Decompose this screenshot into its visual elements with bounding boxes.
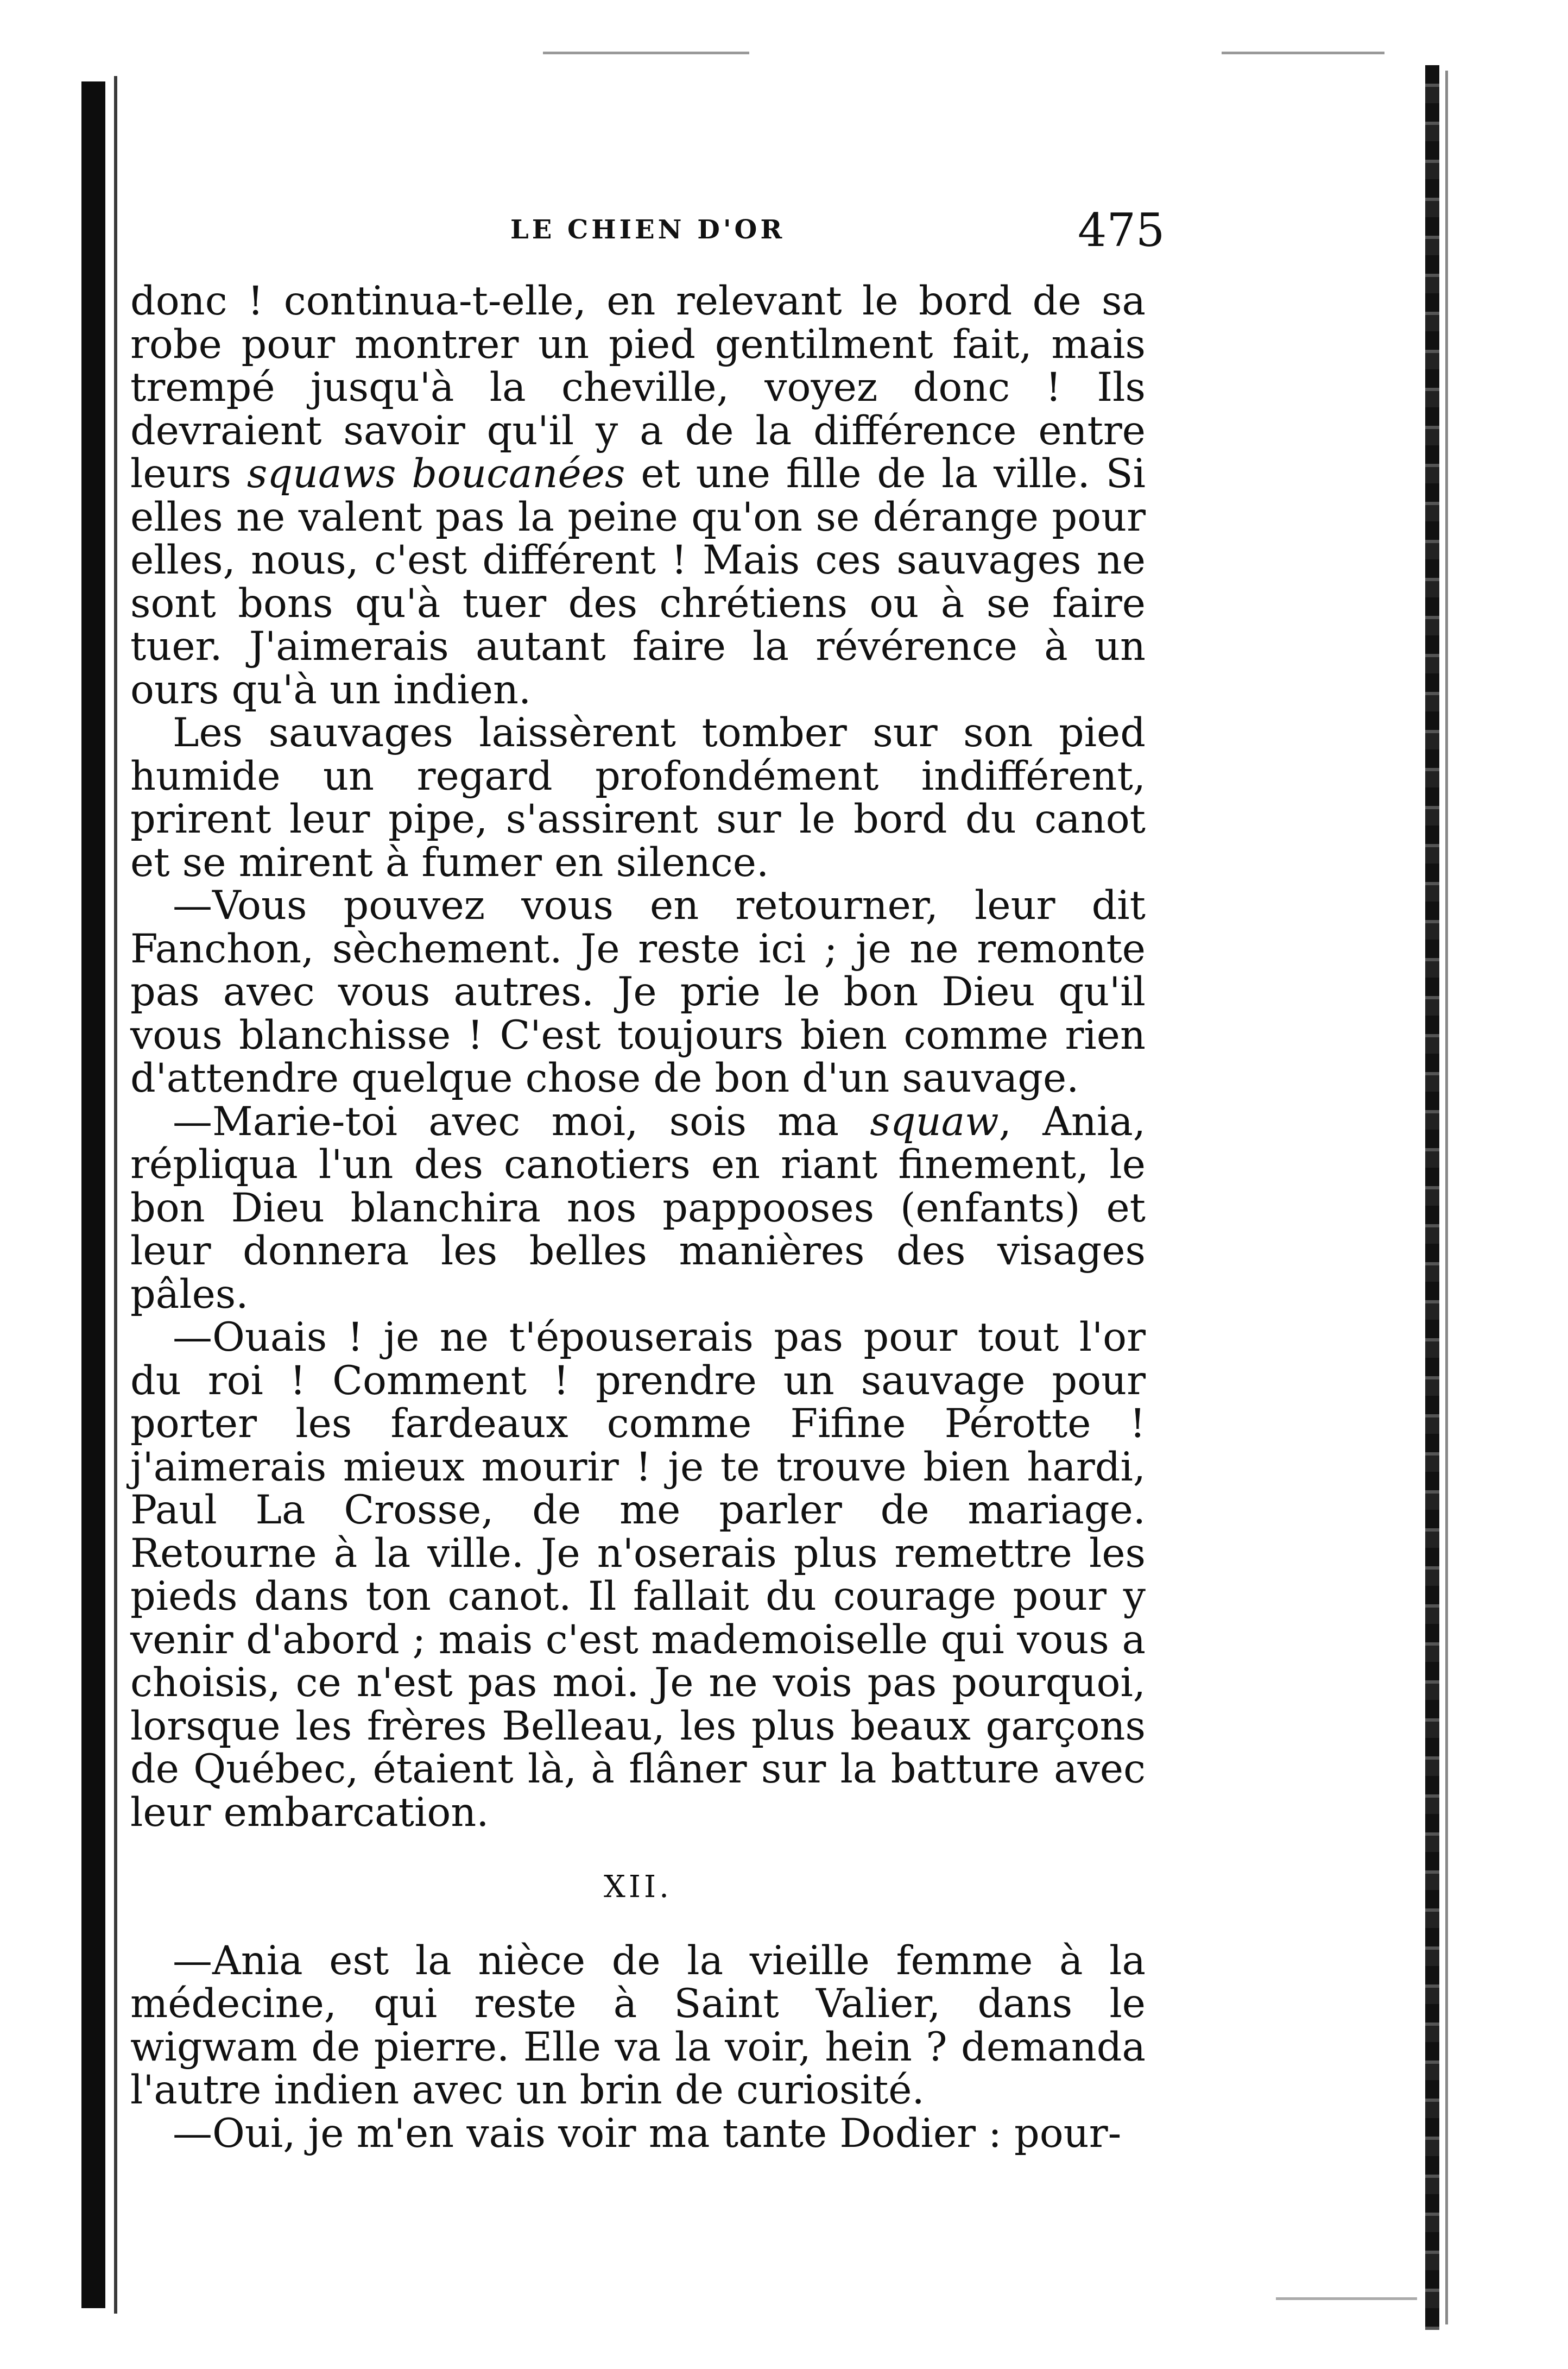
paragraph: —Ania est la nièce de la vieille femme à la médecine, qui reste à Saint Valier, dans le wigwam de pierre. Elle va la voir, hein ? demanda l'autre indien avec un brin de curiosité. (130, 1937, 1146, 2113)
page-edge-right (1425, 65, 1439, 2330)
page-number: 475 (1078, 204, 1165, 257)
binding-shadow (81, 81, 105, 2308)
scan-artifact (543, 52, 749, 54)
scan-artifact (1276, 2297, 1417, 2300)
paragraph: donc ! continua-t-elle, en relevant le bord de sa robe pour montrer un pied gentilment fait, mais trempé jusqu'à la cheville, voyez donc ! Ils devraient savoir qu'il y a de la différence entre leurs squaws boucanées et une fille de la ville. Si elles ne valent pas la peine qu'on se dérange pour elles, nous, c'est différent ! Mais ces sauvages ne sont bons qu'à tuer des chrétiens ou à se faire tuer. J'aimerais autant faire la révérence à un ours qu'à un indien. (130, 278, 1146, 713)
running-title: LE CHIEN D'OR (510, 215, 786, 245)
binding-line (114, 76, 117, 2314)
paragraph: Les sauvages laissèrent tomber sur son pied humide un regard profondément indifférent, prirent leur pipe, s'assirent sur le bord du canot et se mirent à fumer en silence. (130, 710, 1146, 886)
body-text (130, 280, 1146, 2155)
page-edge-line (1445, 71, 1448, 2324)
section-heading: XII. (604, 1869, 672, 1905)
paragraph: —Marie-toi avec moi, sois ma squaw, Ania, répliqua l'un des canotiers en riant finement, le bon Dieu blanchira nos pappooses (enfants) et leur donnera les belles manières des visages pâles. (130, 1098, 1146, 1318)
scan-artifact (1222, 52, 1384, 54)
paragraph: —Vous pouvez vous en retourner, leur dit Fanchon, sèchement. Je reste ici ; je ne remonte pas avec vous autres. Je prie le bon Dieu qu'il vous blanchisse ! C'est toujours bien comme rien d'attendre quelque chose de bon d'un sauvage. (130, 883, 1146, 1101)
paragraph: —Ouais ! je ne t'épouserais pas pour tout l'or du roi ! Comment ! prendre un sauvage pour porter les fardeaux comme Fifine Pérotte ! j'aimerais mieux mourir ! je te trouve bien hardi, Paul La Crosse, de me parler de mariage. Retourne à la ville. Je n'oserais plus remettre les pieds dans ton canot. Il fallait du courage pour y venir d'abord ; mais c'est mademoiselle qui vous a choisis, ce n'est pas moi. Je ne vois pas pourquoi, lorsque les frères Belleau, les plus beaux garçons de Québec, étaient là, à flâner sur la batture avec leur embarcation. (130, 1314, 1146, 1836)
paragraph: —Oui, je m'en vais voir ma tante Dodier : pour- (173, 2110, 1122, 2157)
